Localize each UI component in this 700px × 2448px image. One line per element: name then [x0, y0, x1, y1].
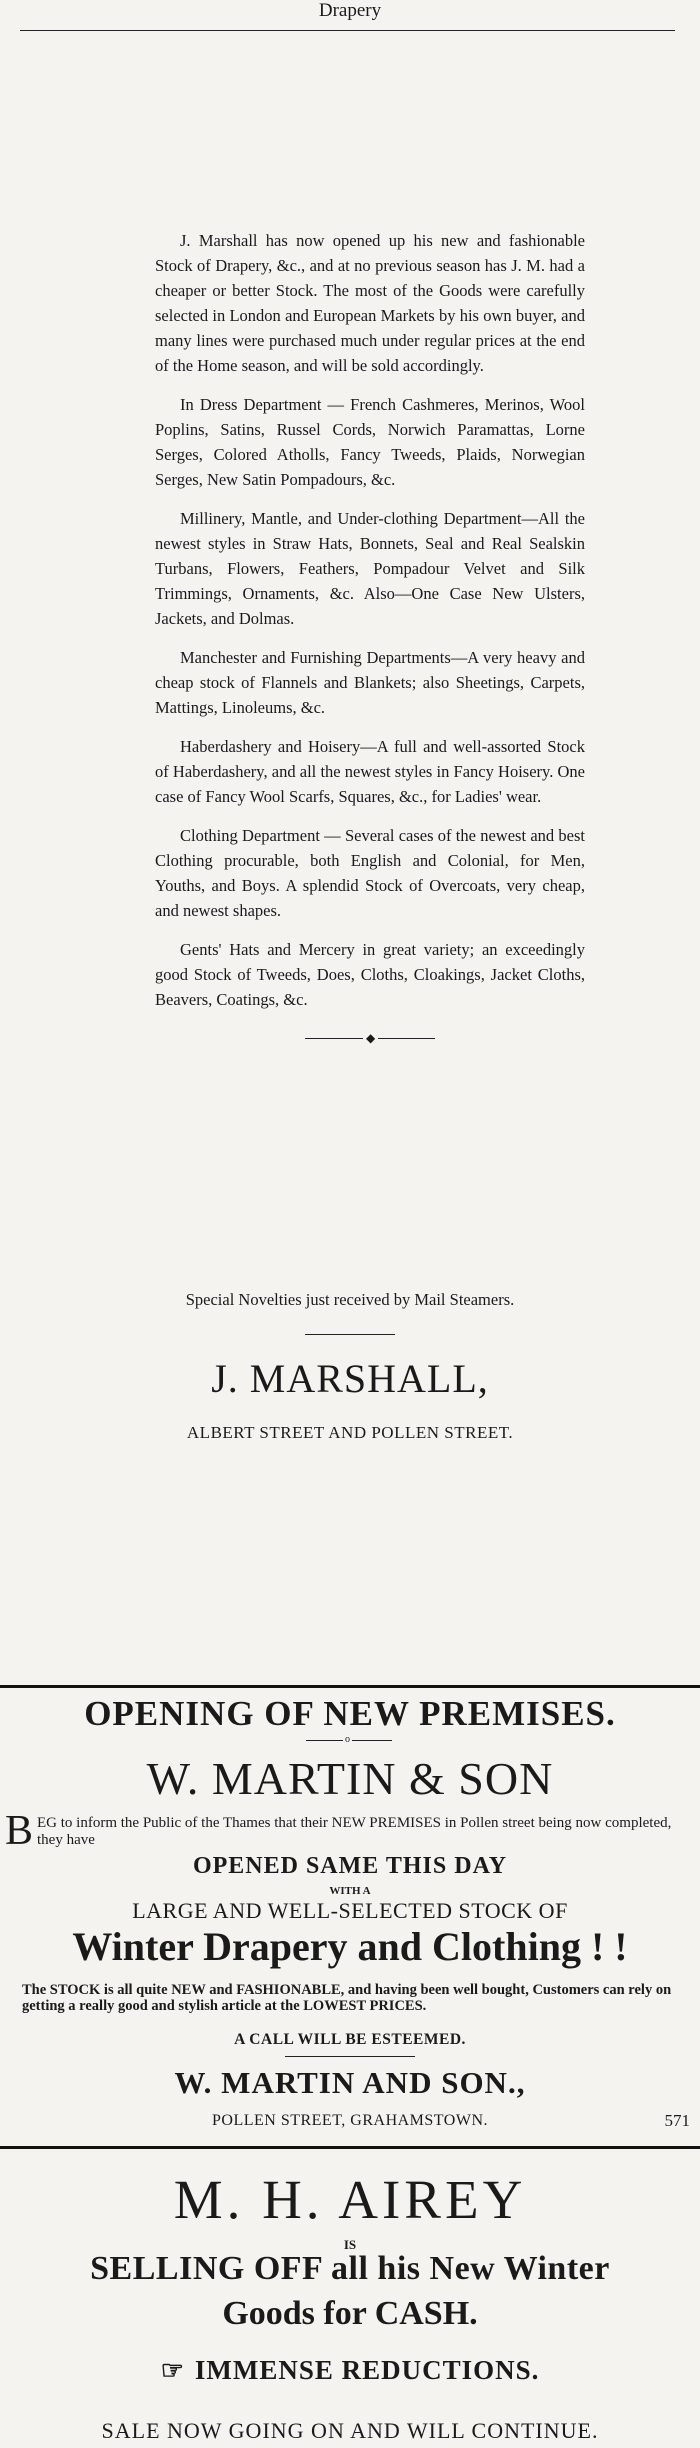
martin-opened: OPENED SAME THIS DAY	[192, 1853, 508, 1879]
marshall-name: J. MARSHALL,	[211, 1356, 489, 1401]
ad-divider-top	[0, 1685, 700, 1688]
airey-selling: SELLING OFF all his New Winter	[90, 2250, 610, 2287]
martin-signature: W. MARTIN AND SON.,	[174, 2065, 526, 2100]
marshall-paragraph-dress: In Dress Department — French Cashmeres, Merinos, Wool Poplins, Satins, Russel Cords, Norwich Paramattas, Lorne Serges, Colored Atholls, Fancy Tweeds, Plaids, Norwegian Serges, New Satin Pompadours, &c.	[155, 395, 585, 489]
header-rule	[20, 30, 675, 31]
martin-stock-line: LARGE AND WELL-SELECTED STOCK OF	[132, 1898, 568, 1923]
martin-street: POLLEN STREET, GRAHAMSTOWN.	[211, 2112, 488, 2129]
diamond-icon: ◆	[363, 1031, 378, 1045]
marshall-paragraph-clothing: Clothing Department — Several cases of the newest and best Clothing procurable, both English and Colonial, for Men, Youths, and Boys. A splendid Stock of Overcoats, very cheap, and newest shapes.	[155, 826, 585, 920]
running-head: Drapery	[318, 0, 382, 21]
ad-divider-bottom	[0, 2146, 700, 2149]
short-rule	[305, 1334, 395, 1335]
marshall-paragraph-millinery: Millinery, Mantle, and Under-clothing Department—All the newest styles in Straw Hats, Bonnets, Seal and Real Sealskin Turbans, Flowers, Feathers, Pompadour Velvet and Silk Trimmings, Ornaments, &c. Also—One Case New Ulsters, Jackets, and Dolmas.	[155, 509, 585, 628]
marshall-ad-body	[155, 228, 585, 1069]
airey-reductions	[0, 2355, 700, 2386]
airey-reductions-text: IMMENSE REDUCTIONS.	[194, 2355, 540, 2385]
marshall-paragraph-gents: Gents' Hats and Mercery in great variety; an exceedingly good Stock of Tweeds, Does, Cloths, Cloakings, Jacket Cloths, Beavers, Coatings, &c.	[155, 940, 585, 1009]
martin-winter-headline: Winter Drapery and Clothing ! !	[72, 1924, 628, 1969]
martin-firm-name: W. MARTIN & SON	[146, 1753, 554, 1804]
diamond-separator	[305, 1031, 435, 1045]
martin-headline: OPENING OF NEW PREMISES.	[84, 1694, 616, 1733]
airey-name: M. H. AIREY	[173, 2169, 527, 2230]
marshall-paragraph-haberdashery: Haberdashery and Hoisery—A full and well-assorted Stock of Haberdashery, and all the newest styles in Fancy Hoisery. One case of Fancy Wool Scarfs, Squares, &c., for Ladies' wear.	[155, 737, 585, 806]
airey-is: IS	[343, 2237, 357, 2252]
airey-goods: Goods for CASH.	[222, 2295, 478, 2332]
marshall-paragraph-manchester: Manchester and Furnishing Departments—A very heavy and cheap stock of Flannels and Blankets; also Sheetings, Carpets, Mattings, Linoleums, &c.	[155, 648, 585, 717]
airey-sale: SALE NOW GOING ON AND WILL CONTINUE.	[101, 2418, 599, 2443]
martin-announcement	[5, 1808, 695, 1854]
short-rule	[285, 2056, 415, 2057]
dropcap: B	[5, 1808, 34, 1854]
marshall-paragraph-intro: J. Marshall has now opened up his new and fashionable Stock of Drapery, &c., and at no previous season has J. M. had a cheaper or better Stock. The most of the Goods were carefully selected in London and European Markets by his own buyer, and many lines were purchased much under regular prices at the end of the Home season, and will be sold accordingly.	[155, 231, 585, 375]
small-separator	[306, 1734, 392, 1745]
martin-announcement-text: EG to inform the Public of the Thames that their NEW PREMISES in Pollen street being now completed, they have	[37, 1815, 672, 1848]
martin-with-a: WITH A	[329, 1885, 371, 1897]
circle-ornament-icon: o	[345, 1734, 350, 1745]
martin-call: A CALL WILL BE ESTEEMED.	[234, 2031, 466, 2048]
martin-stock-text: The STOCK is all quite NEW and FASHIONABLE, and having been well bought, Customers can rely on getting a really good and stylish article at the LOWEST PRICES.	[22, 1982, 672, 2014]
marshall-address: ALBERT STREET AND POLLEN STREET.	[186, 1423, 514, 1442]
pointing-hand-icon: ☞	[160, 2356, 185, 2385]
marshall-novelties: Special Novelties just received by Mail Steamers.	[185, 1290, 515, 1309]
ad-number: 571	[664, 2111, 690, 2130]
